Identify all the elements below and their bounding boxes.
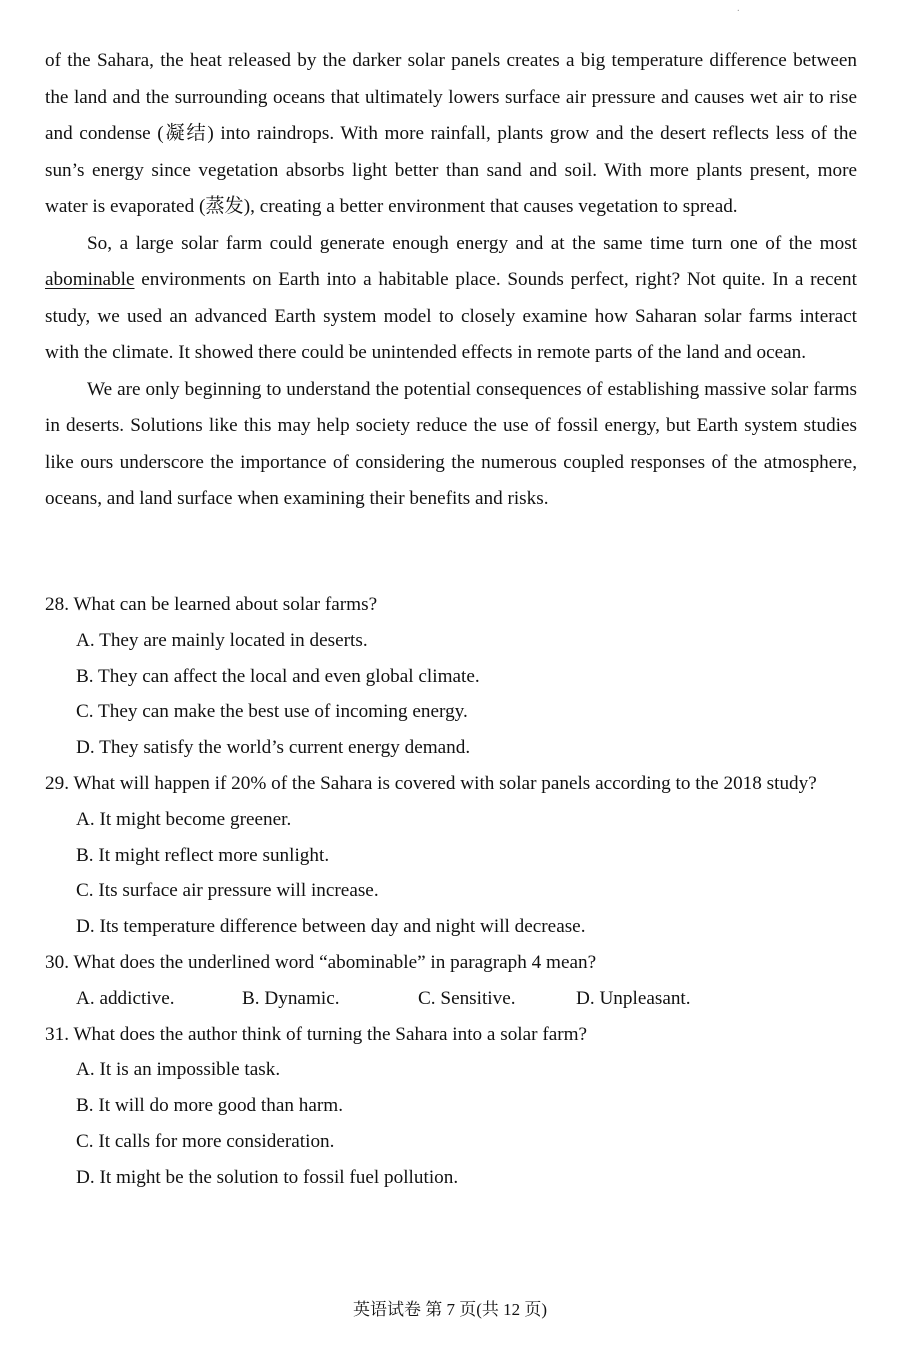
- question-list: [45, 587, 857, 1196]
- question-28: [45, 587, 857, 766]
- option-b: B. Dynamic.: [242, 987, 340, 1009]
- option-row: [45, 981, 857, 1017]
- question-stem: [45, 766, 857, 802]
- question-number: 29.: [45, 772, 69, 794]
- paragraph-1: of the Sahara, the heat released by the darker solar panels creates a big temperature difference between the land and the surrounding oceans that ultimately lowers surface air pressure and causes wet air to rise and condense (凝结) into raindrops. With more rainfall, plants grow and the desert reflects less of the sun’s energy since vegetation absorbs light better than sand and soil. With more plants present, more water is evaporated (蒸发), creating a better environment that causes vegetation to spread.: [45, 50, 857, 217]
- option-c: C. Sensitive.: [418, 987, 516, 1009]
- question-stem: [45, 587, 857, 623]
- option-b: B. They can affect the local and even global climate.: [76, 665, 480, 687]
- paragraph-3: We are only beginning to understand the potential consequences of establishing massive solar farms in deserts. Solutions like this may help society reduce the use of fossil energy, but Earth system studies like ours underscore the importance of considering the numerous coupled responses of the atmosphere, oceans, and land surface when examining their benefits and risks.: [45, 378, 857, 509]
- question-31: [45, 1017, 857, 1196]
- question-text: What can be learned about solar farms?: [73, 594, 378, 615]
- question-number: 28.: [45, 594, 69, 615]
- scan-mark: ·: [736, 6, 740, 17]
- question-stem: [45, 945, 857, 981]
- option-c: C. Its surface air pressure will increase.: [76, 880, 379, 902]
- option-c: C. They can make the best use of incoming energy.: [76, 701, 468, 723]
- question-text: What does the author think of turning the Sahara into a solar farm?: [73, 1023, 588, 1045]
- question-number: 31.: [45, 1023, 69, 1045]
- question-text: What will happen if 20% of the Sahara is covered with solar panels according to the 2018 study?: [73, 772, 817, 794]
- option-d: D. Unpleasant.: [576, 987, 691, 1009]
- option-d: D. They satisfy the world’s current energy demand.: [76, 737, 471, 759]
- option-a: A. It might become greener.: [76, 808, 292, 830]
- option-a: A. They are mainly located in deserts.: [76, 629, 368, 651]
- question-number: 30.: [45, 951, 69, 973]
- option-d: D. Its temperature difference between day and night will decrease.: [76, 916, 586, 938]
- page-footer: 英语试卷 第 7 页(共 12 页): [352, 1300, 548, 1319]
- question-30: [45, 945, 857, 1017]
- paragraph-2-end: environments on Earth into a habitable place. Sounds perfect, right? Not quite. In a recent study, we used an advanced Earth system model to closely examine how Saharan solar farms interact with the climate. It showed there could be unintended effects in remote parts of the land and ocean.: [45, 269, 857, 363]
- option-d: D. It might be the solution to fossil fuel pollution.: [76, 1166, 459, 1188]
- question-stem: [45, 1017, 857, 1053]
- option-b: B. It might reflect more sunlight.: [76, 844, 330, 866]
- question-29: [45, 766, 857, 945]
- option-a: A. It is an impossible task.: [76, 1059, 281, 1081]
- question-text: What does the underlined word “abominable” in paragraph 4 mean?: [73, 951, 597, 973]
- option-c: C. It calls for more consideration.: [76, 1130, 335, 1152]
- paragraph-2-start: So, a large solar farm could generate enough energy and at the same time turn one of the most: [87, 232, 857, 254]
- paragraph-2: [45, 226, 857, 372]
- underlined-word: abominable: [45, 269, 135, 290]
- option-a: A. addictive.: [76, 987, 175, 1009]
- reading-passage: [45, 43, 857, 518]
- option-b: B. It will do more good than harm.: [76, 1095, 343, 1117]
